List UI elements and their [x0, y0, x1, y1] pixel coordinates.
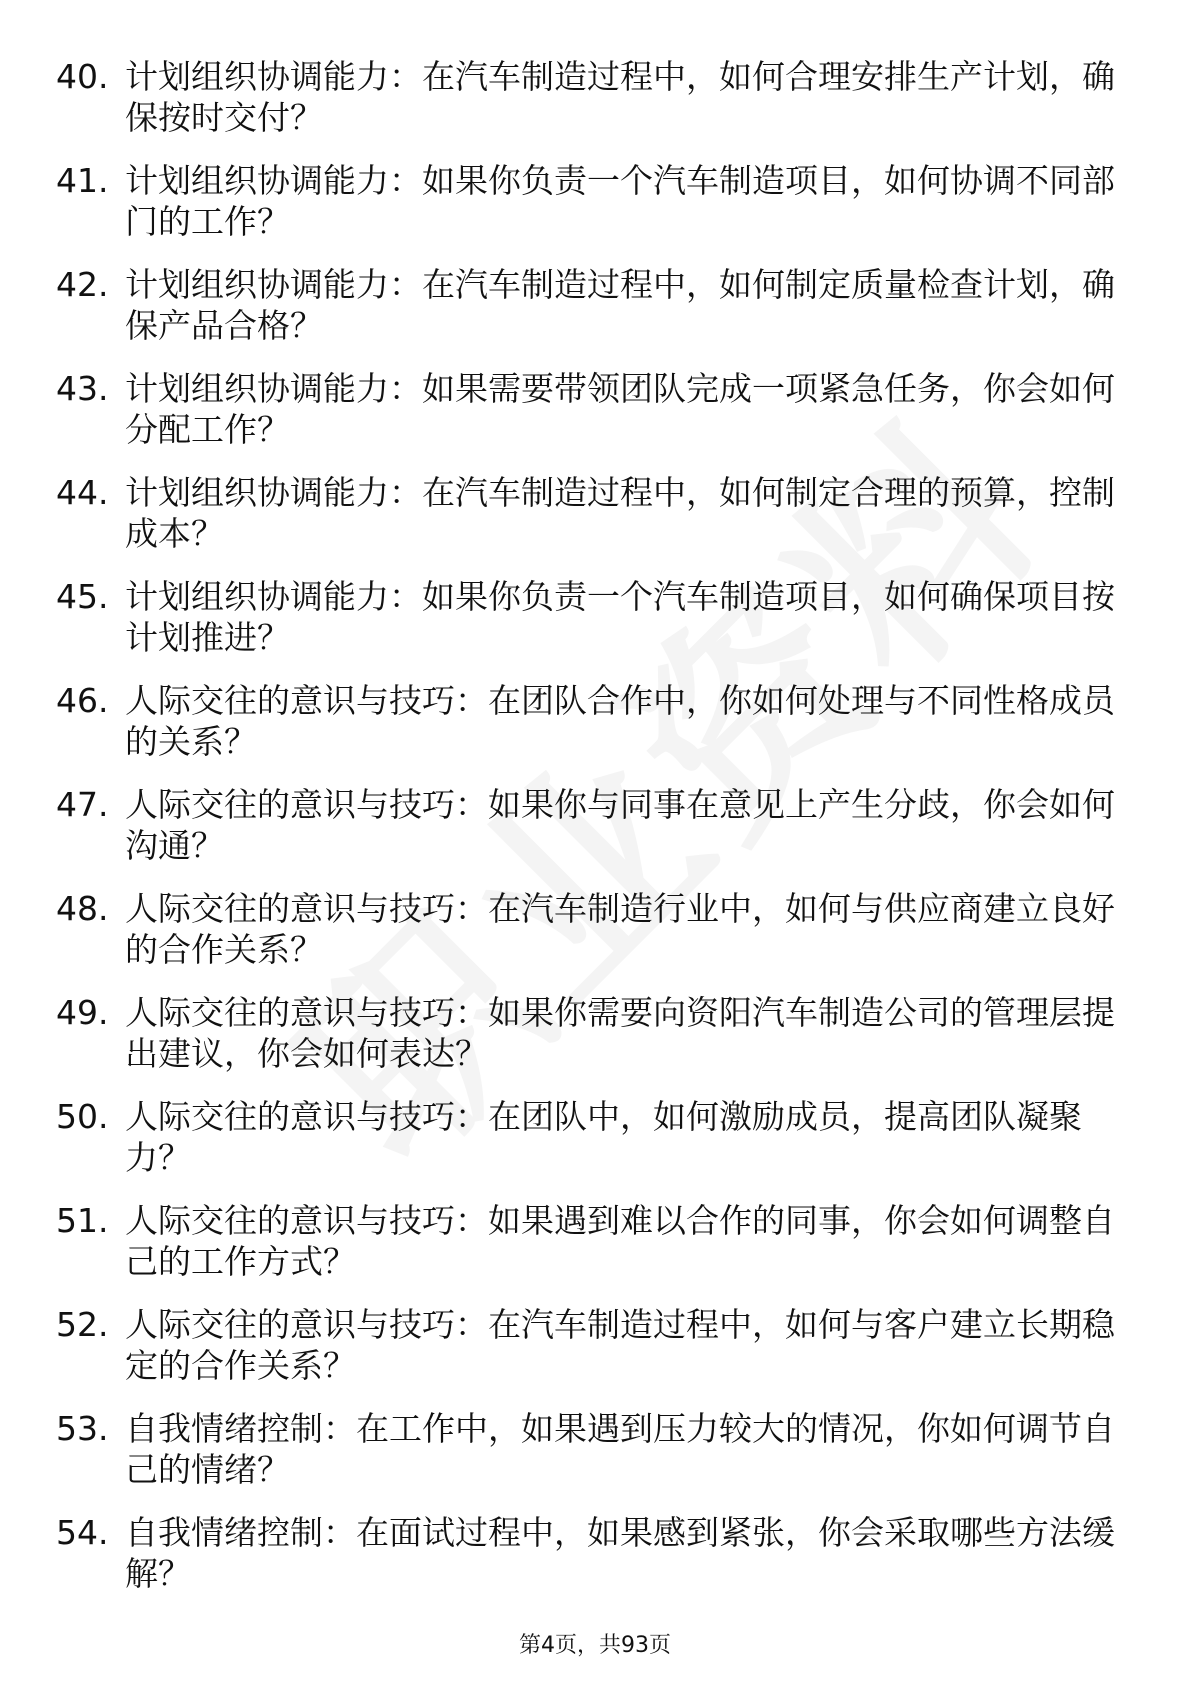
question-number: 53.: [56, 1409, 109, 1448]
list-item: [0, 472, 1190, 576]
list-item: [0, 1200, 1190, 1304]
list-item: [0, 264, 1190, 368]
list-item: [0, 160, 1190, 264]
list-item: [0, 1408, 1190, 1512]
question-text: 人际交往的意识与技巧：在汽车制造过程中，如何与客户建立长期稳定的合作关系？: [125, 1305, 1115, 1385]
question-text: 人际交往的意识与技巧：如果你与同事在意见上产生分歧，你会如何沟通？: [125, 785, 1115, 865]
question-text: 人际交往的意识与技巧：如果你需要向资阳汽车制造公司的管理层提出建议，你会如何表达？: [125, 993, 1115, 1073]
list-item: [0, 56, 1190, 160]
question-number: 42.: [56, 265, 109, 304]
question-text: 自我情绪控制：在面试过程中，如果感到紧张，你会采取哪些方法缓解？: [125, 1513, 1115, 1593]
question-text: 人际交往的意识与技巧：在团队中，如何激励成员，提高团队凝聚力？: [125, 1097, 1082, 1177]
question-number: 40.: [56, 57, 109, 96]
list-item: [0, 1304, 1190, 1408]
question-number: 45.: [56, 577, 109, 616]
list-item: [0, 888, 1190, 992]
question-text: 人际交往的意识与技巧：在汽车制造行业中，如何与供应商建立良好的合作关系？: [125, 889, 1115, 969]
question-number: 52.: [56, 1305, 109, 1344]
question-number: 41.: [56, 161, 109, 200]
question-text: 计划组织协调能力：在汽车制造过程中，如何制定合理的预算，控制成本？: [125, 473, 1115, 553]
page-footer: 第4页，共93页: [519, 1633, 671, 1658]
list-item: [0, 784, 1190, 888]
question-number: 44.: [56, 473, 109, 512]
question-number: 43.: [56, 369, 109, 408]
question-text: 计划组织协调能力：在汽车制造过程中，如何合理安排生产计划，确保按时交付？: [125, 57, 1115, 137]
question-number: 50.: [56, 1097, 109, 1136]
question-text: 计划组织协调能力：如果你负责一个汽车制造项目，如何确保项目按计划推进？: [125, 577, 1115, 657]
question-text: 人际交往的意识与技巧：如果遇到难以合作的同事，你会如何调整自己的工作方式？: [125, 1201, 1115, 1281]
question-text: 人际交往的意识与技巧：在团队合作中，你如何处理与不同性格成员的关系？: [125, 681, 1115, 761]
question-number: 51.: [56, 1201, 109, 1240]
question-number: 47.: [56, 785, 109, 824]
question-number: 54.: [56, 1513, 109, 1552]
question-text: 计划组织协调能力：如果需要带领团队完成一项紧急任务，你会如何分配工作？: [125, 369, 1115, 449]
list-item: [0, 368, 1190, 472]
list-item: [0, 1512, 1190, 1616]
list-item: [0, 576, 1190, 680]
question-number: 48.: [56, 889, 109, 928]
question-number: 46.: [56, 681, 109, 720]
question-text: 计划组织协调能力：如果你负责一个汽车制造项目，如何协调不同部门的工作？: [125, 161, 1115, 241]
question-text: 自我情绪控制：在工作中，如果遇到压力较大的情况，你如何调节自己的情绪？: [125, 1409, 1115, 1489]
question-number: 49.: [56, 993, 109, 1032]
list-item: [0, 1096, 1190, 1200]
list-item: [0, 992, 1190, 1096]
question-text: 计划组织协调能力：在汽车制造过程中，如何制定质量检查计划，确保产品合格？: [125, 265, 1115, 345]
question-list: [0, 56, 1190, 1616]
list-item: [0, 680, 1190, 784]
